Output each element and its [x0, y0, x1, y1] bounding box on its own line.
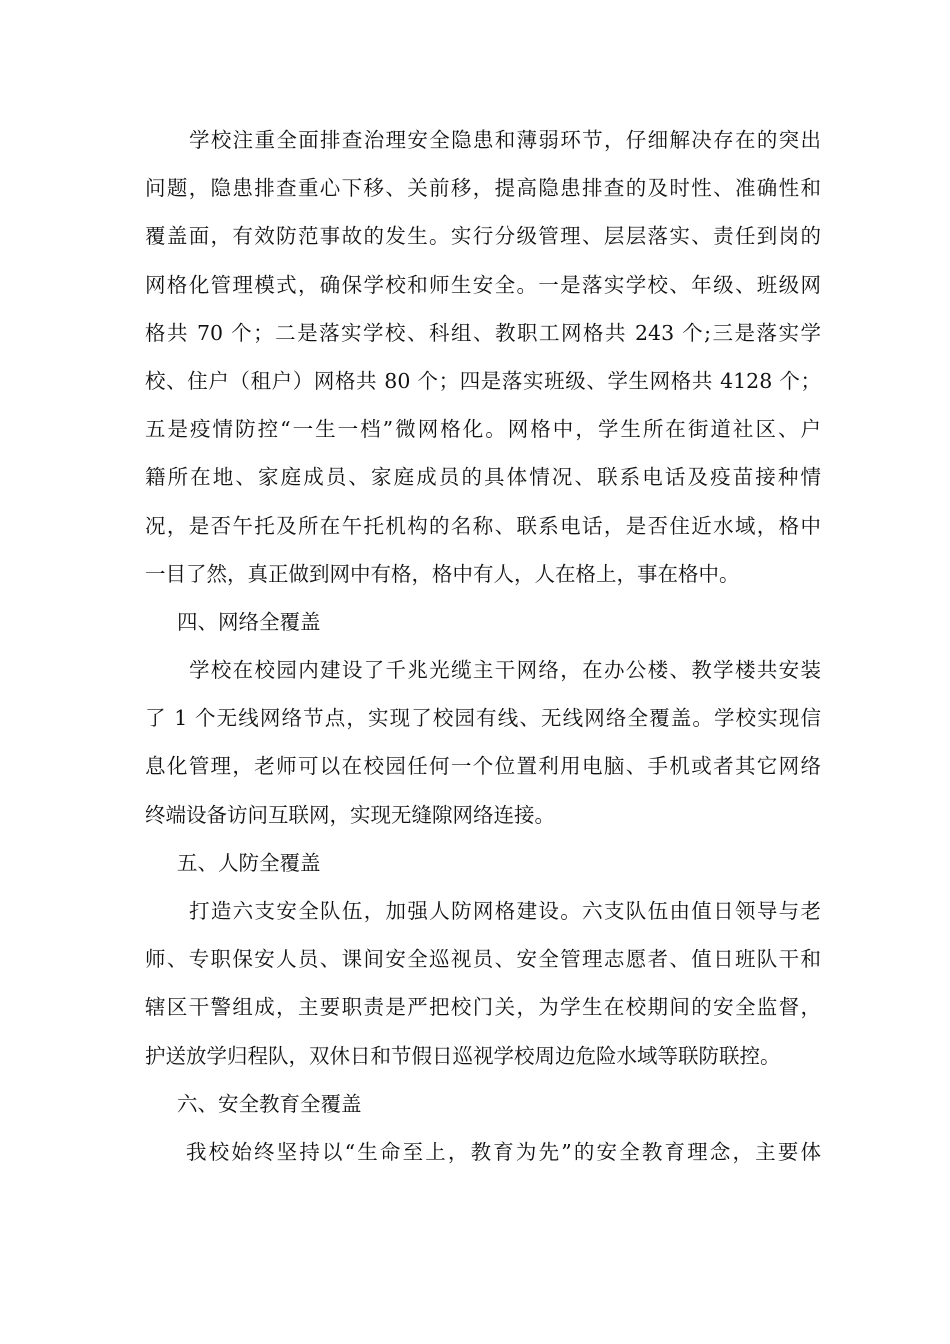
text-line: 一目了然，真正做到网中有格，格中有人，人在格上，事在格中。 — [145, 561, 740, 586]
text-line: 息化管理，老师可以在校园任何一个位置利用电脑、手机或者其它网络 — [145, 754, 821, 779]
text-line: 打造六支安全队伍，加强人防网格建设。六支队伍由值日领导与老 — [189, 899, 821, 923]
heading-text: 五、人防全覆盖 — [177, 850, 321, 875]
text-line: 网格化管理模式，确保学校和师生安全。一是落实学校、年级、班级网 — [145, 272, 821, 297]
heading-text: 四、网络全覆盖 — [177, 609, 321, 634]
paragraph-network — [145, 646, 821, 839]
text-line: 辖区干警组成，主要职责是严把校门关，为学生在校期间的安全监督， — [145, 995, 821, 1020]
text-line: 五是疫情防控“一生一档”微网格化。网格中，学生所在街道社区、户 — [145, 417, 821, 442]
section-heading-network — [145, 598, 821, 646]
heading-text: 六、安全教育全覆盖 — [177, 1091, 362, 1116]
document-page — [145, 116, 821, 1176]
text-line: 学校注重全面排查治理安全隐患和薄弱环节，仔细解决存在的突出 — [189, 128, 821, 152]
paragraph-grid-management — [145, 116, 821, 598]
paragraph-safety-education — [145, 1128, 821, 1176]
text-line: 覆盖面，有效防范事故的发生。实行分级管理、层层落实、责任到岗的 — [145, 224, 821, 249]
text-line: 籍所在地、家庭成员、家庭成员的具体情况、联系电话及疫苗接种情 — [145, 465, 821, 490]
text-line: 了 1 个无线网络节点，实现了校园有线、无线网络全覆盖。学校实现信 — [145, 706, 821, 731]
text-line: 学校在校园内建设了千兆光缆主干网络，在办公楼、教学楼共安装 — [189, 658, 821, 683]
section-heading-civil-defense — [145, 839, 821, 887]
text-line: 况，是否午托及所在午托机构的名称、联系电话，是否住近水域，格中 — [145, 513, 821, 538]
text-line: 护送放学归程队，双休日和节假日巡视学校周边危险水域等联防联控。 — [145, 1043, 781, 1068]
paragraph-civil-defense — [145, 887, 821, 1080]
text-line: 师、专职保安人员、课间安全巡视员、安全管理志愿者、值日班队干和 — [145, 947, 821, 972]
text-line: 问题，隐患排查重心下移、关前移，提高隐患排查的及时性、准确性和 — [145, 176, 821, 201]
text-line: 校、住户（租户）网格共 80 个；四是落实班级、学生网格共 4128 个； — [145, 368, 821, 393]
text-line: 格共 70 个；二是落实学校、科组、教职工网格共 243 个;三是落实学 — [145, 320, 821, 345]
text-line: 终端设备访问互联网，实现无缝隙网络连接。 — [145, 802, 555, 827]
section-heading-safety-education — [145, 1080, 821, 1128]
text-line: 我校始终坚持以“生命至上，教育为先”的安全教育理念，主要体 — [186, 1139, 821, 1164]
